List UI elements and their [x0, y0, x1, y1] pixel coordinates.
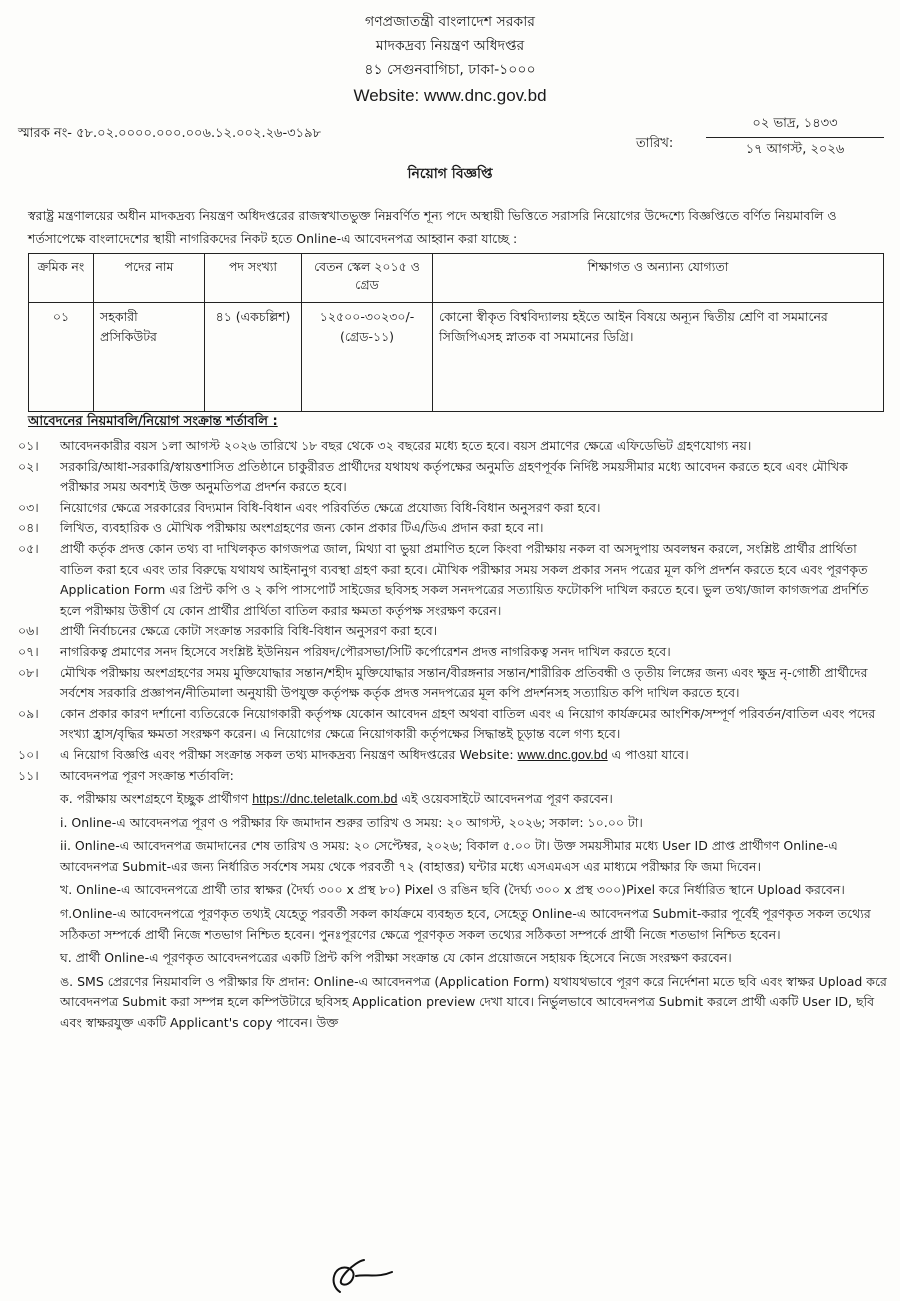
list-item — [18, 621, 890, 642]
department-name: মাদকদ্রব্য নিয়ন্ত্রণ অধিদপ্তর — [375, 38, 525, 54]
col-qualification: শিক্ষাগত ও অন্যান্য যোগ্যতা — [433, 254, 884, 303]
list-item — [18, 436, 890, 457]
terms-list — [18, 436, 890, 1034]
term-number: ০২। — [18, 458, 39, 474]
cell-serial: ০১ — [29, 303, 94, 412]
term-text: লিখিত, ব্যবহারিক ও মৌখিক পরীক্ষায় অংশগ্রহণের জন্য কোন প্রকার টিএ/ডিএ প্রদান করা হবে না। — [60, 520, 544, 536]
terms-title: আবেদনের নিয়মাবলি/নিয়োগ সংক্রান্ত শর্তাবলি : — [28, 414, 278, 429]
cell-qualification: কোনো স্বীকৃত বিশ্ববিদ্যালয় হইতে আইন বিষয়ে অন্যূন দ্বিতীয় শ্রেণি বা সমমানের সিজিপিএসহ স্নাতক বা সমমানের ডিগ্রি। — [433, 303, 884, 412]
list-item — [18, 539, 890, 621]
date-bangla: ০২ ভাদ্র, ১৪৩৩ — [706, 114, 884, 138]
list-item — [18, 518, 890, 539]
term10-text: এ নিয়োগ বিজ্ঞপ্তি এবং পরীক্ষা সংক্রান্ত সকল তথ্য মাদকদ্রব্য নিয়ন্ত্রণ অধিদপ্তরের Website: — [60, 746, 514, 762]
ka-text: ক. পরীক্ষায় অংশগ্রহণে ইচ্ছুক প্রার্থীগণ — [60, 791, 249, 807]
term-number: ১০। — [18, 746, 39, 762]
list-item — [18, 642, 890, 663]
term-text — [60, 745, 890, 766]
cell-count: ৪১ (একচল্লিশ) — [205, 303, 302, 412]
subterm-ka — [18, 789, 890, 810]
term-text: সরকারি/আধা-সরকারি/স্বায়ত্তশাসিত প্রতিষ্ঠানে চাকুরীরত প্রার্থীদের যথাযথ কর্তৃপক্ষের অনুমতি গ্রহণপূর্বক নির্দিষ্ট সময়সীমার মধ্যে আবেদন করতে হবে এবং মৌখিক পরীক্ষার সময় অবশ্যই উক্ত অনুমতিপত্র প্রদর্শন করতে হবে। — [60, 458, 848, 495]
list-item — [18, 457, 890, 498]
table-row — [29, 303, 884, 412]
subterm-i: i. Online-এ আবেদনপত্র পূরণ ও পরীক্ষার ফি জমাদান শুরুর তারিখ ও সময়: ২০ আগস্ট, ২০২৬; সকাল: ১০.০০ টা। — [60, 814, 643, 830]
term-number: ০৬। — [18, 623, 39, 639]
term11-title: আবেদনপত্র পূরণ সংক্রান্ত শর্তাবলি: — [60, 767, 234, 783]
cell-scale: ১২৫০০-৩০২৩০/- (গ্রেড-১১) — [302, 303, 433, 412]
signature-mark — [320, 1254, 400, 1298]
term-text: প্রার্থী নির্বাচনের ক্ষেত্রে কোটা সংক্রান্ত সরকারি বিধি-বিধান অনুসরণ করা হবে। — [60, 623, 438, 639]
subterm-ii: ii. Online-এ আবেদনপত্র জমাদানের শেষ তারিখ ও সময়: ২০ সেপ্টেম্বর, ২০২৬; বিকাল ৫.০০ টা। উক্ত সময়সীমার মধ্যে User ID প্রাপ্ত প্রার্থীগণ Online-এ আবেদনপত্র Submit-এর জন্য নির্ধারিত সর্বশেষ সময় থেকে পরবর্তী ৭২ (বাহাত্তর) ঘন্টার মধ্যে এসএমএস এর মাধ্যমে পরীক্ষার ফি জমা দিবেন। — [60, 838, 838, 874]
subterm-kha: খ. Online-এ আবেদনপত্রে প্রার্থী তার স্বাক্ষর (দৈর্ঘ্য ৩০০ x প্রস্থ ৮০) Pixel ও রঙিন ছবি (দৈর্ঘ্য ৩০০ x প্রস্থ ৩০০)Pixel করে নির্ধারিত স্থানে Upload করবেন। — [60, 882, 845, 898]
col-count: পদ সংখ্যা — [205, 254, 302, 303]
term-text: নিয়োগের ক্ষেত্রে সরকারের বিদ্যমান বিধি-বিধান এবং পরিবর্তিত ক্ষেত্রে প্রযোজ্য বিধি-বিধান অনুসরণ করা হবে। — [60, 499, 601, 515]
cell-post: সহকারী প্রসিকিউটর — [94, 303, 205, 412]
teletalk-link[interactable]: https://dnc.teletalk.com.bd — [252, 792, 398, 807]
term-number: ০৪। — [18, 520, 39, 536]
term-number: ০৫। — [18, 540, 39, 556]
subterm-uma: ঙ. SMS প্রেরণের নিয়মাবলি ও পরীক্ষার ফি প্রদান: Online-এ আবেদনপত্র (Application Form) যথাযথভাবে পূরণ করে নির্দেশনা মতে ছবি এবং স্বাক্ষর Upload করে আবেদনপত্র Submit করা সম্পন্ন হলে কম্পিউটারে ছবিসহ Application preview দেখা যাবে। নির্ভুলভাবে আবেদনপত্র Submit করলে প্রার্থী একটি User ID, ছবি এবং স্বাক্ষরযুক্ত একটি Applicant's copy পাবেন। উক্ত — [60, 973, 887, 1031]
list-item — [18, 663, 890, 704]
term-number: ০৩। — [18, 499, 39, 515]
list-item — [18, 498, 890, 519]
term-number: ০১। — [18, 438, 39, 453]
subterm-gha: ঘ. প্রার্থী Online-এ পূরণকৃত আবেদনপত্রের একটি প্রিন্ট কপি পরীক্ষা সংক্রান্ত যে কোন প্রয়োজনে সহায়ক হিসেবে নিজে সংরক্ষণ করবেন। — [60, 950, 732, 966]
list-item — [18, 745, 890, 766]
subterm-ga: গ.Online-এ আবেদনপত্রে পূরণকৃত তথ্যই যেহেতু পরবর্তী সকল কার্যক্রমে ব্যবহৃত হবে, সেহেতু Online-এ আবেদনপত্র Submit-করার পূর্বেই পূরণকৃত সকল তথ্যের সঠিকতা সম্পর্কে প্রার্থী নিজে শতভাগ নিশ্চিত হবেন। পুনঃপূরণের ক্ষেত্রে পূরণকৃত সকল তথ্যের সঠিকতা সম্পর্কে প্রার্থী নিজে শতভাগ নিশ্চিত হবেন। — [60, 906, 871, 942]
term-text: আবেদনকারীর বয়স ১লা আগস্ট ২০২৬ তারিখে ১৮ বছর থেকে ৩২ বছরের মধ্যে হতে হবে। বয়স প্রমাণের ক্ষেত্রে এফিডেভিট গ্রহণযোগ্য নয়। — [60, 438, 752, 453]
posts-table — [28, 253, 884, 412]
term-text: প্রার্থী কর্তৃক প্রদত্ত কোন তথ্য বা দাখিলকৃত কাগজপত্র জাল, মিথ্যা বা ভুয়া প্রমাণিত হলে কিংবা পরীক্ষায় নকল বা অসদুপায় অবলম্বন করলে, সংশ্লিষ্ট প্রার্থীর প্রার্থিতা বাতিল করা হবে এবং তার বিরুদ্ধে যথাযথ আইনানুগ ব্যবস্থা গ্রহণ করা হবে। মৌখিক পরীক্ষার সময় সকল প্রকার সনদ পত্রের মূল কপি প্রদর্শন করতে হবে এবং পূরণকৃত Application Form এর প্রিন্ট কপি ও ২ কপি পাসপোর্ট সাইজের ছবিসহ সকল সনদপত্রের সত্যায়িত ফটোকপি দাখিল করতে হবে। ভুল তথ্য/জাল কাগজপত্র প্রদর্শিত হলে পরীক্ষায় উত্তীর্ণ যে কোন প্রার্থীর প্রার্থিতা বাতিল করার ক্ষমতা কর্তৃপক্ষ সংরক্ষণ করেন। — [60, 540, 869, 618]
department-address: ৪১ সেগুনবাগিচা, ঢাকা-১০০০ — [364, 62, 536, 78]
term10-tail: এ পাওয়া যাবে। — [611, 746, 689, 762]
department-website: Website: www.dnc.gov.bd — [353, 86, 547, 105]
col-serial: ক্রমিক নং — [29, 254, 94, 303]
list-item — [18, 704, 890, 745]
notice-title: নিয়োগ বিজ্ঞপ্তি — [407, 166, 493, 182]
table-header-row — [29, 254, 884, 303]
term-text: মৌখিক পরীক্ষায় অংশগ্রহণের সময় মুক্তিযোদ্ধার সন্তান/শহীদ মুক্তিযোদ্ধার সন্তান/বীরঙ্গনার সন্তান/শারীরিক প্রতিবন্ধী ও তৃতীয় লিঙ্গের জন্য এবং ক্ষুদ্র নৃ-গোষ্ঠী প্রার্থীদের সর্বশেষ সরকারি প্রজ্ঞাপন/নীতিমালা অনুযায়ী উপযুক্ত কর্তৃপক্ষ কর্তৃক প্রদত্ত সনদপত্রের মূল কপি প্রদর্শনসহ সত্যায়িত কপি দাখিল করতে হবে। — [60, 664, 868, 701]
ka-tail: এই ওয়েবসাইটে আবেদনপত্র পূরণ করবেন। — [401, 791, 613, 807]
col-post: পদের নাম — [94, 254, 205, 303]
list-item — [18, 766, 890, 787]
term-number: ১১। — [18, 767, 39, 783]
term-number: ০৭। — [18, 643, 39, 659]
term-text: নাগরিকত্ব প্রমাণের সনদ হিসেবে সংশ্লিষ্ট ইউনিয়ন পরিষদ/পৌরসভা/সিটি কর্পোরেশন প্রদত্ত নাগরিকত্ব সনদ দাখিল করতে হবে। — [60, 643, 671, 659]
date-label: তারিখ: — [636, 136, 674, 151]
date-english: ১৭ আগস্ট, ২০২৬ — [745, 142, 845, 157]
col-scale: বেতন স্কেল ২০১৫ ও গ্রেড — [302, 254, 433, 303]
memo-number: স্মারক নং- ৫৮.০২.০০০০.০০০.০০৬.১২.০০২.২৬-৩১৯৮ — [18, 126, 321, 141]
website-link[interactable]: www.dnc.gov.bd — [517, 747, 608, 762]
govt-name: গণপ্রজাতন্ত্রী বাংলাদেশ সরকার — [365, 14, 535, 30]
term-number: ০৯। — [18, 705, 39, 721]
term-text: কোন প্রকার কারণ দর্শানো ব্যতিরেকে নিয়োগকারী কর্তৃপক্ষ যেকোন আবেদন গ্রহণ অথবা বাতিল এবং এ নিয়োগ কার্যক্রমের আংশিক/সম্পূর্ণ পরিবর্তন/বাতিল এবং পদের সংখ্যা হ্রাস/বৃদ্ধির ক্ষমতা সংরক্ষণ করেন। এ নিয়োগের ক্ষেত্রে নিয়োগকারী কর্তৃপক্ষের সিদ্ধান্তই চূড়ান্ত বলে গণ্য হবে। — [60, 705, 876, 742]
term-number: ০৮। — [18, 664, 39, 680]
intro-paragraph: স্বরাষ্ট্র মন্ত্রণালয়ের অধীন মাদকদ্রব্য নিয়ন্ত্রণ অধিদপ্তরের রাজস্বখাতভুক্ত নিম্নবর্ণিত শূন্য পদে অস্থায়ী ভিত্তিতে সরাসরি নিয়োগের উদ্দেশ্যে বিজ্ঞপ্তিতে বর্ণিত নিয়মাবলি ও শর্তসাপেক্ষে বাংলাদেশের স্থায়ী নাগরিকদের নিকট হতে Online-এ আবেদনপত্র আহ্বান করা যাচ্ছে : — [28, 208, 837, 246]
